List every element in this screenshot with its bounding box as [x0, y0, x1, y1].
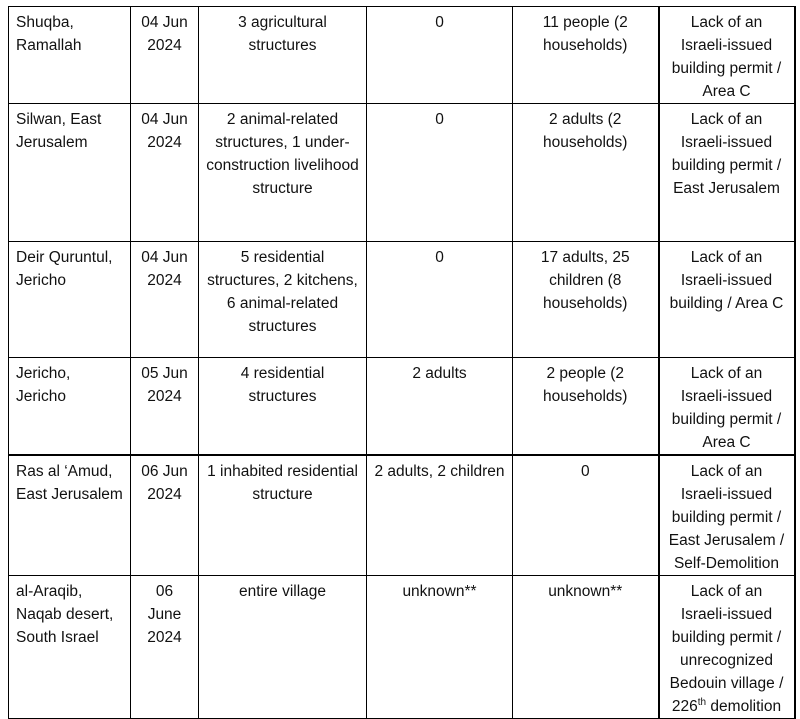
displaced-cell: 2 adults, 2 children — [367, 455, 513, 576]
location-cell: al-Araqib, Naqab desert, South Israel — [9, 576, 131, 719]
reason-suffix: demolition — [706, 698, 782, 715]
date-cell: 06 Jun 2024 — [131, 455, 199, 576]
reason-cell: Lack of an Israeli-issued building permit / East Jerusalem / Self-Demolition — [659, 455, 795, 576]
date-cell: 06 June 2024 — [131, 576, 199, 719]
table-row — [9, 7, 795, 104]
reason-cell: Lack of an Israeli-issued building permit / East Jerusalem — [659, 104, 795, 242]
affected-cell: 2 adults (2 households) — [513, 104, 659, 242]
affected-cell: unknown** — [513, 576, 659, 719]
location-cell: Shuqba, Ramallah — [9, 7, 131, 104]
table-row — [9, 455, 795, 576]
demolitions-table — [8, 6, 796, 719]
location-cell: Ras al ‘Amud, East Jerusalem — [9, 455, 131, 576]
date-cell: 05 Jun 2024 — [131, 358, 199, 456]
displaced-cell: 0 — [367, 7, 513, 104]
displaced-cell: 0 — [367, 242, 513, 358]
reason-cell: Lack of an Israeli-issued building permit / Area C — [659, 7, 795, 104]
table-row — [9, 358, 795, 456]
reason-text: Lack of an Israeli-issued building permit / unrecognized Bedouin village / 226 — [669, 583, 784, 715]
structures-cell: 1 inhabited residential structure — [199, 455, 367, 576]
displaced-cell: 0 — [367, 104, 513, 242]
displaced-cell: 2 adults — [367, 358, 513, 456]
table-row — [9, 104, 795, 242]
affected-cell: 17 adults, 25 children (8 households) — [513, 242, 659, 358]
location-cell: Jericho, Jericho — [9, 358, 131, 456]
affected-cell: 2 people (2 households) — [513, 358, 659, 456]
affected-cell: 0 — [513, 455, 659, 576]
displaced-cell: unknown** — [367, 576, 513, 719]
structures-cell: 4 residential structures — [199, 358, 367, 456]
reason-cell: Lack of an Israeli-issued building / Area C — [659, 242, 795, 358]
table-row — [9, 242, 795, 358]
affected-cell: 11 people (2 households) — [513, 7, 659, 104]
table-row — [9, 576, 795, 719]
structures-cell: 5 residential structures, 2 kitchens, 6 animal-related structures — [199, 242, 367, 358]
location-cell: Silwan, East Jerusalem — [9, 104, 131, 242]
structures-cell: 2 animal-related structures, 1 under-construction livelihood structure — [199, 104, 367, 242]
date-cell: 04 Jun 2024 — [131, 242, 199, 358]
structures-cell: 3 agricultural structures — [199, 7, 367, 104]
reason-cell: Lack of an Israeli-issued building permit / Area C — [659, 358, 795, 456]
structures-cell: entire village — [199, 576, 367, 719]
date-cell: 04 Jun 2024 — [131, 104, 199, 242]
reason-cell — [659, 576, 795, 719]
ordinal-suffix: th — [697, 696, 707, 708]
location-cell: Deir Quruntul, Jericho — [9, 242, 131, 358]
date-cell: 04 Jun 2024 — [131, 7, 199, 104]
